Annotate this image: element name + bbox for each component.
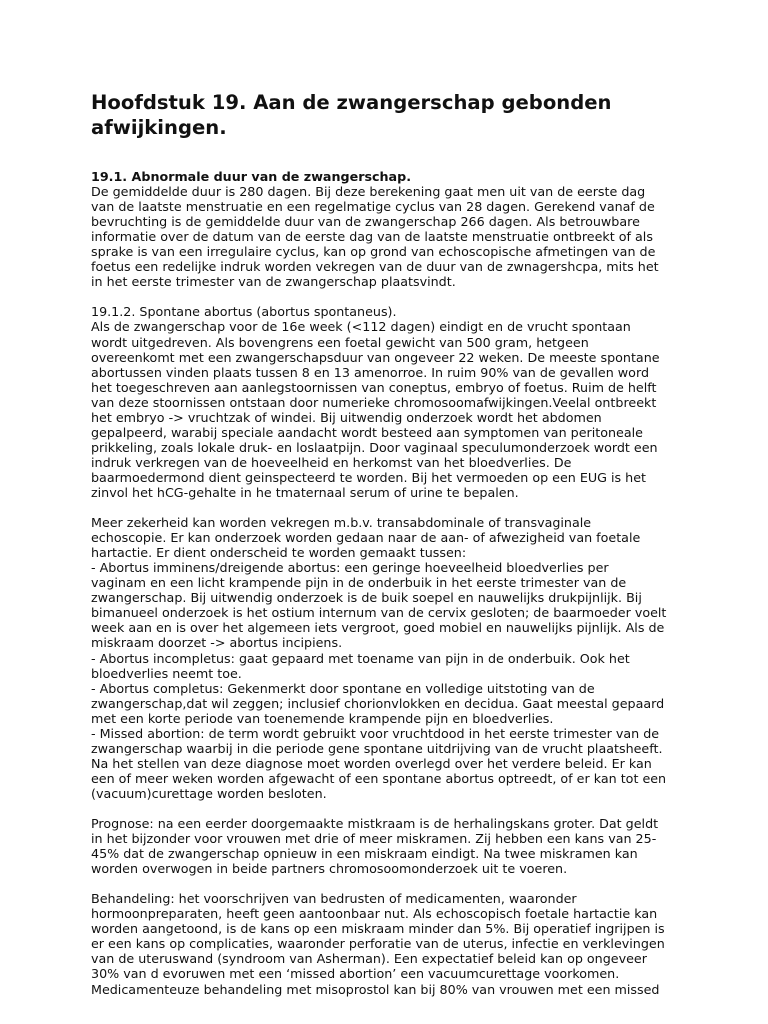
section-19-1	[91, 169, 728, 289]
chapter-title: Hoofdstuk 19. Aan de zwangerschap gebonden afwijkingen.	[91, 91, 612, 139]
section-19-1-2	[91, 304, 728, 500]
paragraph-body: Behandeling: het voorschrijven van bedrusten of medicamenten, waaronder hormoonpreparaten, heeft geen aantoonbaar nut. Als echoscopisch foetale hartactie kan worden aangetoond, is de kans op een miskraam minder dan 5%. Bij operatief ingrijpen is er een kans op complicaties, waaronder perforatie van de uterus, infectie en verklevingen van de uteruswand (syndroom van Asherman). Een expectatief beleid kan op ongeveer 30% van d evoruwen met een ‘missed abortion’ een vacuumcurettage voorkomen. Medicamenteuze behandeling met misoprostol kan bij 80% van vrouwen met een missed	[91, 891, 665, 997]
section-heading: 19.1. Abnormale duur van de zwangerschap.	[91, 169, 412, 184]
paragraph-prognose	[91, 816, 728, 876]
section-body: 19.1.2. Spontane abortus (abortus spontaneus). Als de zwangerschap voor de 16e week (<112 dagen) eindigt en de vrucht spontaan wordt uitgedreven. Als bovengrens een foetal gewicht van 500 gram, hetgeen overeenkomt met een zwangerschapsduur van ongeveer 22 weken. De meeste spontane abortussen vinden plaats tussen 8 en 13 amenorroe. In ruim 90% van de gevallen word het toegeschreven aan aanlegstoornissen van coneptus, embryo of foetus. Ruim de helft van deze stoornissen ontstaan door numerieke chromosoomafwijkingen.Veelal ontbreekt het embryo -> vruchtzak of windei. Bij uitwendig onderzoek wordt het abdomen gepalpeerd, warabij speciale aandacht wordt besteed aan symptomen van peritoneale prikkeling, zoals lokale druk- en loslaatpijn. Door vaginaal speculumonderzoek wordt een indruk verkregen van de hoeveelheid en herkomst van het bloedverlies. De baarmoedermond dient geinspecteerd te worden. Bij het vermoeden op een EUG is het zinvol het hCG-gehalte in he tmaternaal serum of urine te bepalen.	[91, 304, 660, 500]
paragraph-behandeling	[91, 891, 728, 996]
paragraph-body: Prognose: na een eerder doorgemaakte mistkraam is de herhalingskans groter. Dat geldt in het bijzonder voor vrouwen met drie of meer miskramen. Zij hebben een kans van 25- 45% dat de zwangerschap opnieuw in een miskraam eindigt. Na twee miskramen kan worden overwogen in beide partners chromosoomonderzoek uit te voeren.	[91, 816, 659, 877]
section-body: De gemiddelde duur is 280 dagen. Bij deze berekening gaat men uit van de eerste dag van de laatste menstruatie en een regelmatige cyclus van 28 dagen. Gerekend vanaf de bevruchting is de gemiddelde duur van de zwangerschap 266 dagen. Als betrouwbare informatie over de datum van de eerste dag van de laatste menstruatie ontbreekt of als sprake is van een irregulaire cyclus, kan op grond van echoscopische afmetingen van de foetus een redelijke indruk worden vekregen van de duur van de zwnagershcpa, mits het in het eerste trimester van de zwangerschap plaatsvindt.	[91, 184, 659, 290]
paragraph-body: Meer zekerheid kan worden vekregen m.b.v. transabdominale of transvaginale echoscopie. Er kan onderzoek worden gedaan naar de aan- of afwezigheid van foetale hartactie. Er dient onderscheid te worden gemaakt tussen: - Abortus imminens/dreigende abortus: een geringe hoeveelheid bloedverlies per vaginam en een licht krampende pijn in de onderbuik in het eerste trimester van de zwangerschap. Bij uitwendig onderzoek is de buik soepel en nauwelijks drukpijnlijk. Bij bimanueel onderzoek is het ostium internum van de cervix gesloten; de baarmoeder voelt week aan en is over het algemeen iets vergroot, goed mobiel en nauwelijks pijnlijk. Als de miskraam doorzet -> abortus incipiens. - Abortus incompletus: gaat gepaard met toename van pijn in de onderbuik. Ook het bloedverlies neemt toe. - Abortus completus: Gekenmerkt door spontane en volledige uitstoting van de zwangerschap,dat wil zeggen; inclusief chorionvlokken en decidua. Gaat meestal gepaard met een korte periode van toenemende krampende pijn en bloedverlies. - Missed abortion: de term wordt gebruikt voor vruchtdood in het eerste trimester van de zwangerschap waarbij in die periode gene spontane uitdrijving van de vrucht plaatsheeft. Na het stellen van deze diagnose moet worden overlegd over het verdere beleid. Er kan een of meer weken worden afgewacht of een spontane abortus optreedt, of er kan tot een (vacuum)curettage worden besloten.	[91, 515, 667, 801]
paragraph-echoscopie	[91, 515, 728, 801]
